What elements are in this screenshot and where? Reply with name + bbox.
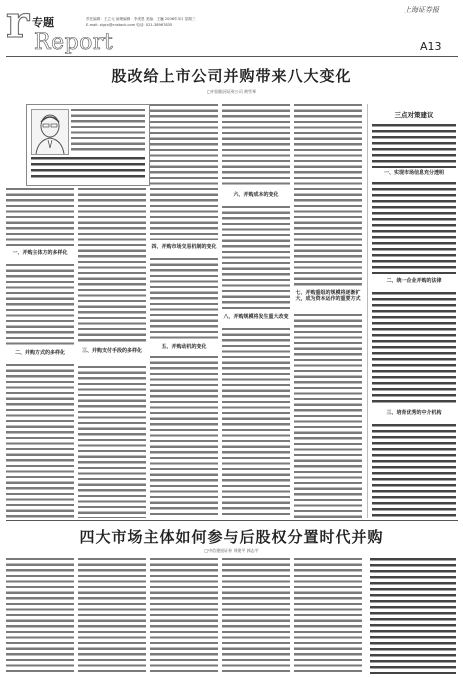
sidebar-intro [372,124,456,168]
article1-subhead-4: 四、并购市场交易机制的变化 [151,244,217,250]
article2-col4-text [222,558,290,674]
article-separator [6,520,458,521]
article1-col2-text [78,188,146,344]
article1-byline: □中国银河证券公司 黄雪琴 [206,89,257,94]
article1-lead-text [71,109,145,154]
article2-col6-text [370,558,456,674]
section-title: Report [34,30,114,55]
masthead-rule [6,56,458,57]
sidebar-subhead-2: 二、统一企业并购的法律 [386,278,442,284]
article1-subhead-8: 八、并购规模将发生重大改变 [223,314,289,320]
author-portrait-image [32,110,68,154]
article1-subhead-2: 二、并购方式的多样化 [14,350,65,356]
article1-col1-text [6,188,74,246]
info-line-1: 责任编辑：王立元 助理编辑：李美恩 美编：王巍 2006年3月 星期三 [86,17,196,21]
article1-headline: 股改给上市公司并购带来八大变化 [111,67,352,85]
article2-col2-text [78,558,146,674]
masthead-r-logo: r [6,0,30,48]
article1-col4-text-2 [222,206,290,310]
article1-col3-text-2 [150,258,218,340]
column-label: 专题 [32,16,54,29]
article1-subhead-7: 七、并购重组的规模将逐渐扩大，成为资本运作的重要方式 [295,290,361,302]
article1-col4-text-3 [222,328,290,518]
sidebar-text-2 [372,292,456,406]
sidebar-divider [367,104,368,518]
article1-col3-text-3 [150,356,218,518]
sidebar-text-1 [372,182,456,274]
article1-subhead-6: 六、并购成本的变化 [233,192,279,198]
article2-col1-text [6,558,74,674]
article1-col3-text [150,104,218,240]
sidebar-text-3 [372,424,456,518]
article2-col3-text [150,558,218,674]
article1-subhead-3: 三、并购支付手段的多样化 [81,348,142,354]
article2-col5-text [294,558,362,674]
article1-col1-text-2 [6,264,74,346]
author-box [26,104,150,186]
article1-subhead-1: 一、并购主体方的多样化 [12,250,68,256]
author-intro [31,157,145,181]
masthead [0,0,463,58]
author-portrait [31,109,69,155]
sidebar-subhead-3: 三、培育优秀的中介机构 [386,410,442,416]
info-line-2: E-mail: zlgcx@cnstock.com 电话: 021-38967835 [86,23,173,27]
article1-col1-text-3 [6,364,74,518]
article1-col5-text [294,104,362,286]
article1-col2-text-2 [78,366,146,518]
paper-name: 上海证券报 [404,6,439,14]
article2-byline: □中信建投证券 刘建平 郭志平 [204,548,259,553]
article1-subhead-5: 五、并购动机的变化 [161,344,207,350]
article1-col5-text-2 [294,314,362,518]
article1-col4-text [222,104,290,188]
article2-headline: 四大市场主体如何参与后股权分置时代并购 [79,528,384,546]
page-number: A13 [420,40,442,53]
sidebar-subhead-1: 一、实现市场信息充分透明 [383,170,444,176]
sidebar-title: 三点对策建议 [394,111,434,119]
